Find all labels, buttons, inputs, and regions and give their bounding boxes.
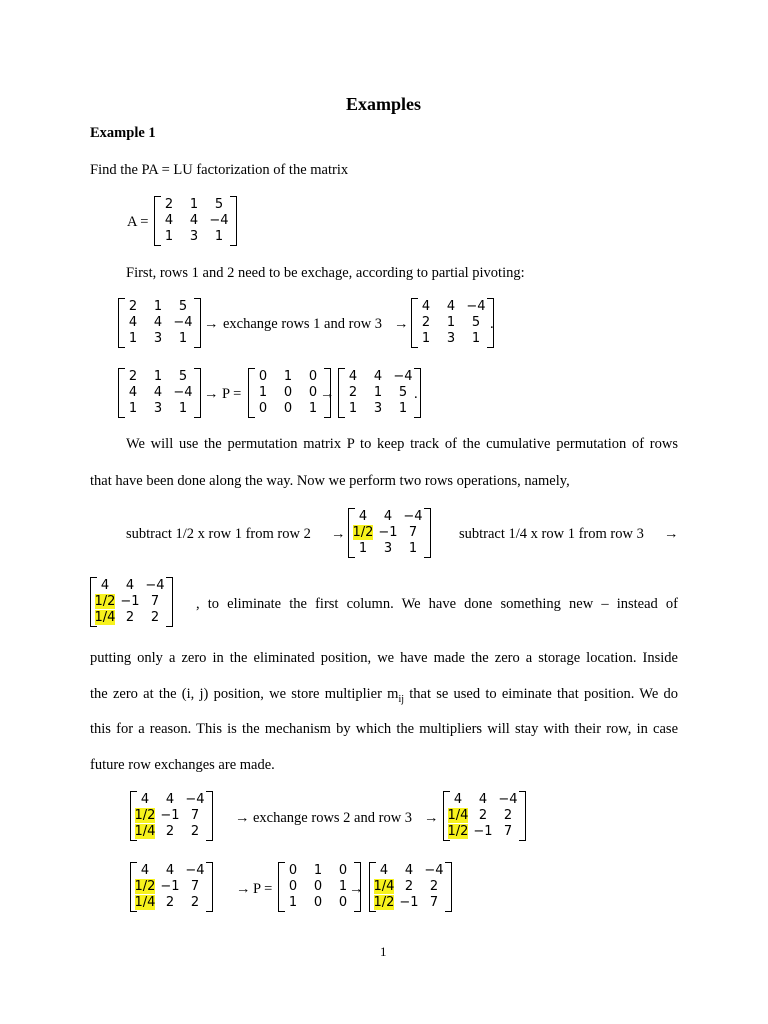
- matrix-cell: [471, 792, 495, 808]
- period-1: .: [490, 316, 494, 332]
- matrix-cell: [207, 197, 231, 213]
- arrow-7: →: [235, 810, 250, 826]
- matrix-cell: [301, 369, 325, 385]
- matrix-cell: [276, 401, 300, 417]
- matrix-cell: [401, 525, 425, 541]
- matrix-cell: [207, 229, 231, 245]
- matrix-cell-value: 1: [308, 401, 318, 416]
- matrix-cell: [414, 331, 438, 347]
- matrix-cell-value: 4: [358, 509, 368, 524]
- matrix-cell: [93, 610, 117, 626]
- matrix-cell: [391, 401, 415, 417]
- matrix-cell-value: 1: [373, 385, 383, 400]
- matrix-cell: [351, 509, 375, 525]
- matrix-cell-value: 1/2: [134, 879, 156, 894]
- matrix-cell-value: 7: [503, 824, 513, 839]
- matrix-cell-value: 5: [178, 369, 188, 384]
- after-c-text: , to eliminate the first column. We have done something new – instead of: [196, 596, 678, 612]
- matrix-cell: [171, 299, 195, 315]
- matrix-cell-value: 3: [153, 331, 163, 346]
- matrix-cell-value: 2: [128, 299, 138, 314]
- matrix-cell-value: 5: [214, 197, 224, 212]
- matrix-cell-value: −1: [160, 879, 180, 894]
- matrix-cell: [397, 863, 421, 879]
- matrix-cell: [146, 299, 170, 315]
- arrow-1: →: [204, 316, 219, 332]
- matrix-cell: [157, 229, 181, 245]
- matrix-cell: [341, 369, 365, 385]
- matrix-cell: [171, 401, 195, 417]
- matrix-cell-value: 0: [313, 879, 323, 894]
- paragraph-2-line-2: [90, 686, 678, 705]
- paragraph-2-line-4: future row exchanges are made.: [90, 757, 275, 773]
- subtract-text-1: subtract 1/2 x row 1 from row 2: [126, 526, 311, 542]
- matrix-cell: [401, 541, 425, 557]
- matrix-cell: [158, 879, 182, 895]
- matrix-cell: [121, 385, 145, 401]
- matrix-cell: [133, 792, 157, 808]
- multiplier-subscript: ij: [398, 693, 404, 705]
- matrix-cell-value: −4: [393, 369, 413, 384]
- matrix-cell-value: 2: [348, 385, 358, 400]
- matrix-cell: [496, 808, 520, 824]
- matrix-cell-value: 2: [421, 315, 431, 330]
- matrix-cell: [121, 331, 145, 347]
- matrix-cell: [414, 315, 438, 331]
- matrix-cell: [422, 895, 446, 911]
- matrix-cell: [391, 369, 415, 385]
- matrix-cell-value: 1/2: [447, 824, 469, 839]
- matrix-cell: [439, 315, 463, 331]
- matrix-cell: [133, 863, 157, 879]
- matrix-cell-value: 0: [288, 863, 298, 878]
- matrix-cell-value: 1: [128, 401, 138, 416]
- matrix-cell-value: 1/4: [134, 895, 156, 910]
- matrix-cell-value: 2: [429, 879, 439, 894]
- matrix-cell: [439, 299, 463, 315]
- paragraph-2-line-1: putting only a zero in the eliminated position, we have made the zero a storage location. Inside: [90, 650, 678, 666]
- matrix-cell: [281, 863, 305, 879]
- matrix-cell-value: 1: [358, 541, 368, 556]
- matrix-cell: [133, 808, 157, 824]
- matrix-cell-value: 2: [164, 197, 174, 212]
- matrix-cell: [251, 369, 275, 385]
- arrow-2: →: [394, 316, 409, 332]
- matrix-cell: [366, 385, 390, 401]
- matrix-cell: [281, 879, 305, 895]
- matrix-cell-value: 4: [446, 299, 456, 314]
- matrix-cell-value: 2: [128, 369, 138, 384]
- subtract-text-2: subtract 1/4 x row 1 from row 3: [459, 526, 644, 542]
- matrix-cell-value: −1: [399, 895, 419, 910]
- matrix-cell: [439, 331, 463, 347]
- matrix-cell-value: 1: [214, 229, 224, 244]
- matrix-cell-value: −1: [378, 525, 398, 540]
- matrix-cell: [93, 578, 117, 594]
- matrix-cell-value: −1: [160, 808, 180, 823]
- arrow-3: →: [204, 386, 219, 402]
- matrix-cell-value: 1/2: [352, 525, 374, 540]
- matrix-cell: [146, 331, 170, 347]
- matrix-cell-value: 7: [150, 594, 160, 609]
- matrix-cell-value: 7: [190, 879, 200, 894]
- matrix-cell: [182, 229, 206, 245]
- arrow-9: →: [236, 881, 251, 897]
- matrix-cell-value: 1: [153, 369, 163, 384]
- matrix-cell-value: 7: [408, 525, 418, 540]
- matrix-cell: [183, 824, 207, 840]
- matrix-cell: [341, 385, 365, 401]
- matrix-cell-value: 4: [165, 792, 175, 807]
- matrix-cell: [171, 315, 195, 331]
- a-label: A =: [127, 214, 149, 230]
- arrow-6: →: [664, 526, 679, 542]
- matrix-cell-value: 3: [189, 229, 199, 244]
- matrix-cell-value: 4: [128, 385, 138, 400]
- matrix-cell-value: 3: [446, 331, 456, 346]
- matrix-cell-value: 1: [128, 331, 138, 346]
- matrix-cell-value: 3: [373, 401, 383, 416]
- matrix-cell: [276, 369, 300, 385]
- page-number: 1: [380, 944, 387, 959]
- matrix-cell: [351, 525, 375, 541]
- matrix-cell: [422, 863, 446, 879]
- matrix-cell: [446, 808, 470, 824]
- matrix-cell-value: 1/2: [373, 895, 395, 910]
- arrow-8: →: [424, 810, 439, 826]
- example-heading: Example 1: [90, 125, 156, 141]
- matrix-cell: [414, 299, 438, 315]
- matrix-cell: [183, 808, 207, 824]
- matrix-cell: [146, 369, 170, 385]
- matrix-cell-value: 1: [471, 331, 481, 346]
- matrix-cell: [351, 541, 375, 557]
- matrix-cell-value: 1: [283, 369, 293, 384]
- matrix-cell-value: 4: [100, 578, 110, 593]
- matrix-cell-value: 7: [429, 895, 439, 910]
- matrix-cell: [183, 895, 207, 911]
- matrix-cell-value: 0: [338, 895, 348, 910]
- matrix-cell-value: 4: [164, 213, 174, 228]
- matrix-cell-value: 4: [478, 792, 488, 807]
- matrix-cell-value: 1: [164, 229, 174, 244]
- matrix-cell-value: 2: [478, 808, 488, 823]
- matrix-cell-value: −4: [209, 213, 229, 228]
- matrix-cell-value: −4: [185, 792, 205, 807]
- matrix-cell: [251, 385, 275, 401]
- matrix-cell-value: 3: [383, 541, 393, 556]
- matrix-cell-value: 4: [140, 792, 150, 807]
- matrix-cell: [422, 879, 446, 895]
- matrix-cell-value: 1/4: [94, 610, 116, 625]
- matrix-cell-value: 4: [140, 863, 150, 878]
- matrix-cell-value: 0: [288, 879, 298, 894]
- matrix-cell-value: 5: [398, 385, 408, 400]
- matrix-cell: [376, 541, 400, 557]
- matrix-cell: [397, 895, 421, 911]
- matrix-cell: [121, 299, 145, 315]
- matrix-cell-value: 7: [190, 808, 200, 823]
- matrix-cell-value: 0: [308, 369, 318, 384]
- matrix-cell: [118, 610, 142, 626]
- matrix-cell: [118, 594, 142, 610]
- matrix-cell: [183, 863, 207, 879]
- matrix-cell: [171, 369, 195, 385]
- matrix-cell: [331, 863, 355, 879]
- paragraph-1-line-1: We will use the permutation matrix P to keep track of the cumulative permutation of rows: [126, 436, 678, 452]
- matrix-cell-value: 4: [128, 315, 138, 330]
- matrix-cell: [464, 331, 488, 347]
- matrix-cell: [366, 401, 390, 417]
- matrix-cell: [143, 610, 167, 626]
- step1-text: First, rows 1 and 2 need to be exchage, according to partial pivoting:: [126, 265, 525, 281]
- matrix-cell-value: 4: [189, 213, 199, 228]
- period-2: .: [414, 386, 418, 402]
- matrix-cell-value: 1/4: [134, 824, 156, 839]
- matrix-cell-value: 1: [313, 863, 323, 878]
- matrix-cell: [133, 824, 157, 840]
- matrix-cell-value: 1: [189, 197, 199, 212]
- paragraph-2-line-3: this for a reason. This is the mechanism by which the multipliers will stay with their row, in case: [90, 721, 678, 737]
- matrix-cell: [471, 808, 495, 824]
- matrix-cell: [341, 401, 365, 417]
- matrix-cell: [143, 594, 167, 610]
- matrix-cell: [171, 331, 195, 347]
- matrix-cell: [464, 299, 488, 315]
- matrix-cell: [133, 879, 157, 895]
- matrix-cell-value: 1: [178, 401, 188, 416]
- page-title: Examples: [346, 94, 422, 114]
- matrix-cell-value: 4: [383, 509, 393, 524]
- matrix-cell: [464, 315, 488, 331]
- matrix-cell: [276, 385, 300, 401]
- matrix-cell: [158, 792, 182, 808]
- matrix-cell-value: 1: [288, 895, 298, 910]
- matrix-cell-value: 1/2: [94, 594, 116, 609]
- matrix-cell-value: 1: [408, 541, 418, 556]
- matrix-cell: [306, 895, 330, 911]
- matrix-cell: [158, 895, 182, 911]
- matrix-cell: [376, 509, 400, 525]
- matrix-cell-value: 2: [190, 895, 200, 910]
- matrix-cell-value: −4: [403, 509, 423, 524]
- matrix-cell-value: 2: [404, 879, 414, 894]
- matrix-cell: [251, 401, 275, 417]
- matrix-cell-value: −4: [145, 578, 165, 593]
- matrix-cell-value: 4: [379, 863, 389, 878]
- matrix-cell: [446, 792, 470, 808]
- matrix-cell: [306, 879, 330, 895]
- matrix-cell: [157, 197, 181, 213]
- matrix-cell-value: −4: [185, 863, 205, 878]
- exchange23-text: exchange rows 2 and row 3: [253, 810, 413, 826]
- matrix-cell-value: 1: [153, 299, 163, 314]
- intro-text: Find the PA = LU factorization of the matrix: [90, 162, 349, 178]
- matrix-cell-value: 0: [283, 385, 293, 400]
- matrix-cell-value: 4: [153, 385, 163, 400]
- matrix-cell: [93, 594, 117, 610]
- matrix-cell: [171, 385, 195, 401]
- matrix-cell: [471, 824, 495, 840]
- matrix-cell-value: 3: [153, 401, 163, 416]
- matrix-cell-value: 4: [125, 578, 135, 593]
- matrix-cell-value: 2: [150, 610, 160, 625]
- arrow-4: →: [320, 386, 335, 402]
- matrix-cell: [146, 315, 170, 331]
- matrix-cell: [121, 401, 145, 417]
- matrix-cell-value: −1: [473, 824, 493, 839]
- matrix-cell: [207, 213, 231, 229]
- matrix-cell: [146, 385, 170, 401]
- matrix-cell: [182, 197, 206, 213]
- matrix-cell-value: 4: [421, 299, 431, 314]
- matrix-cell-value: 0: [338, 863, 348, 878]
- matrix-cell: [401, 509, 425, 525]
- matrix-cell-value: 1: [421, 331, 431, 346]
- matrix-cell: [157, 213, 181, 229]
- matrix-cell-value: −4: [498, 792, 518, 807]
- matrix-cell: [183, 879, 207, 895]
- matrix-cell-value: 2: [125, 610, 135, 625]
- matrix-cell-value: 2: [165, 824, 175, 839]
- matrix-cell-value: 2: [190, 824, 200, 839]
- matrix-cell-value: 0: [258, 401, 268, 416]
- matrix-cell: [366, 369, 390, 385]
- matrix-cell-value: 4: [348, 369, 358, 384]
- arrow-5: →: [331, 526, 346, 542]
- matrix-cell: [121, 369, 145, 385]
- matrix-cell-value: 0: [313, 895, 323, 910]
- matrix-cell: [496, 792, 520, 808]
- paragraph-2-line-2-a: the zero at the (i, j) position, we store multiplier m: [90, 686, 399, 702]
- matrix-cell-value: −1: [120, 594, 140, 609]
- matrix-cell-value: −4: [424, 863, 444, 878]
- matrix-cell-value: −4: [173, 315, 193, 330]
- matrix-cell: [281, 895, 305, 911]
- matrix-cell-value: 1/2: [134, 808, 156, 823]
- matrix-cell-value: 1: [338, 879, 348, 894]
- matrix-cell: [183, 792, 207, 808]
- matrix-cell-value: 4: [153, 315, 163, 330]
- matrix-cell: [372, 895, 396, 911]
- matrix-cell: [182, 213, 206, 229]
- matrix-cell-value: 4: [453, 792, 463, 807]
- matrix-cell: [376, 525, 400, 541]
- matrix-cell: [397, 879, 421, 895]
- matrix-cell-value: 2: [165, 895, 175, 910]
- matrix-cell: [372, 879, 396, 895]
- matrix-cell-value: 0: [258, 369, 268, 384]
- matrix-cell-value: 1: [178, 331, 188, 346]
- matrix-cell: [391, 385, 415, 401]
- matrix-cell-value: −4: [466, 299, 486, 314]
- matrix-cell-value: 4: [373, 369, 383, 384]
- matrix-cell: [146, 401, 170, 417]
- matrix-cell: [158, 808, 182, 824]
- paragraph-1-line-2: that have been done along the way. Now we perform two rows operations, namely,: [90, 473, 570, 489]
- p-label-2: P =: [253, 881, 273, 897]
- matrix-cell: [143, 578, 167, 594]
- matrix-cell: [446, 824, 470, 840]
- matrix-cell-value: 4: [165, 863, 175, 878]
- p-label-1: P =: [222, 386, 242, 402]
- matrix-cell-value: 1/4: [373, 879, 395, 894]
- matrix-cell-value: 5: [471, 315, 481, 330]
- matrix-cell-value: −4: [173, 385, 193, 400]
- matrix-cell: [158, 863, 182, 879]
- matrix-cell: [301, 401, 325, 417]
- matrix-cell-value: 1: [398, 401, 408, 416]
- matrix-cell: [133, 895, 157, 911]
- paragraph-2-line-2-b: that se used to eiminate that position. We do: [404, 686, 678, 702]
- matrix-cell: [496, 824, 520, 840]
- matrix-cell-value: 1/4: [447, 808, 469, 823]
- matrix-cell-value: 0: [283, 401, 293, 416]
- matrix-cell-value: 1: [446, 315, 456, 330]
- matrix-cell: [118, 578, 142, 594]
- matrix-cell: [158, 824, 182, 840]
- matrix-cell-value: 5: [178, 299, 188, 314]
- matrix-cell: [372, 863, 396, 879]
- matrix-cell: [121, 315, 145, 331]
- matrix-cell-value: 2: [503, 808, 513, 823]
- exchange13-text: exchange rows 1 and row 3: [223, 316, 383, 332]
- matrix-cell-value: 4: [404, 863, 414, 878]
- matrix-cell-value: 1: [348, 401, 358, 416]
- arrow-10: →: [349, 881, 364, 897]
- matrix-cell-value: 1: [258, 385, 268, 400]
- matrix-cell: [306, 863, 330, 879]
- matrix-cell-value: 0: [308, 385, 318, 400]
